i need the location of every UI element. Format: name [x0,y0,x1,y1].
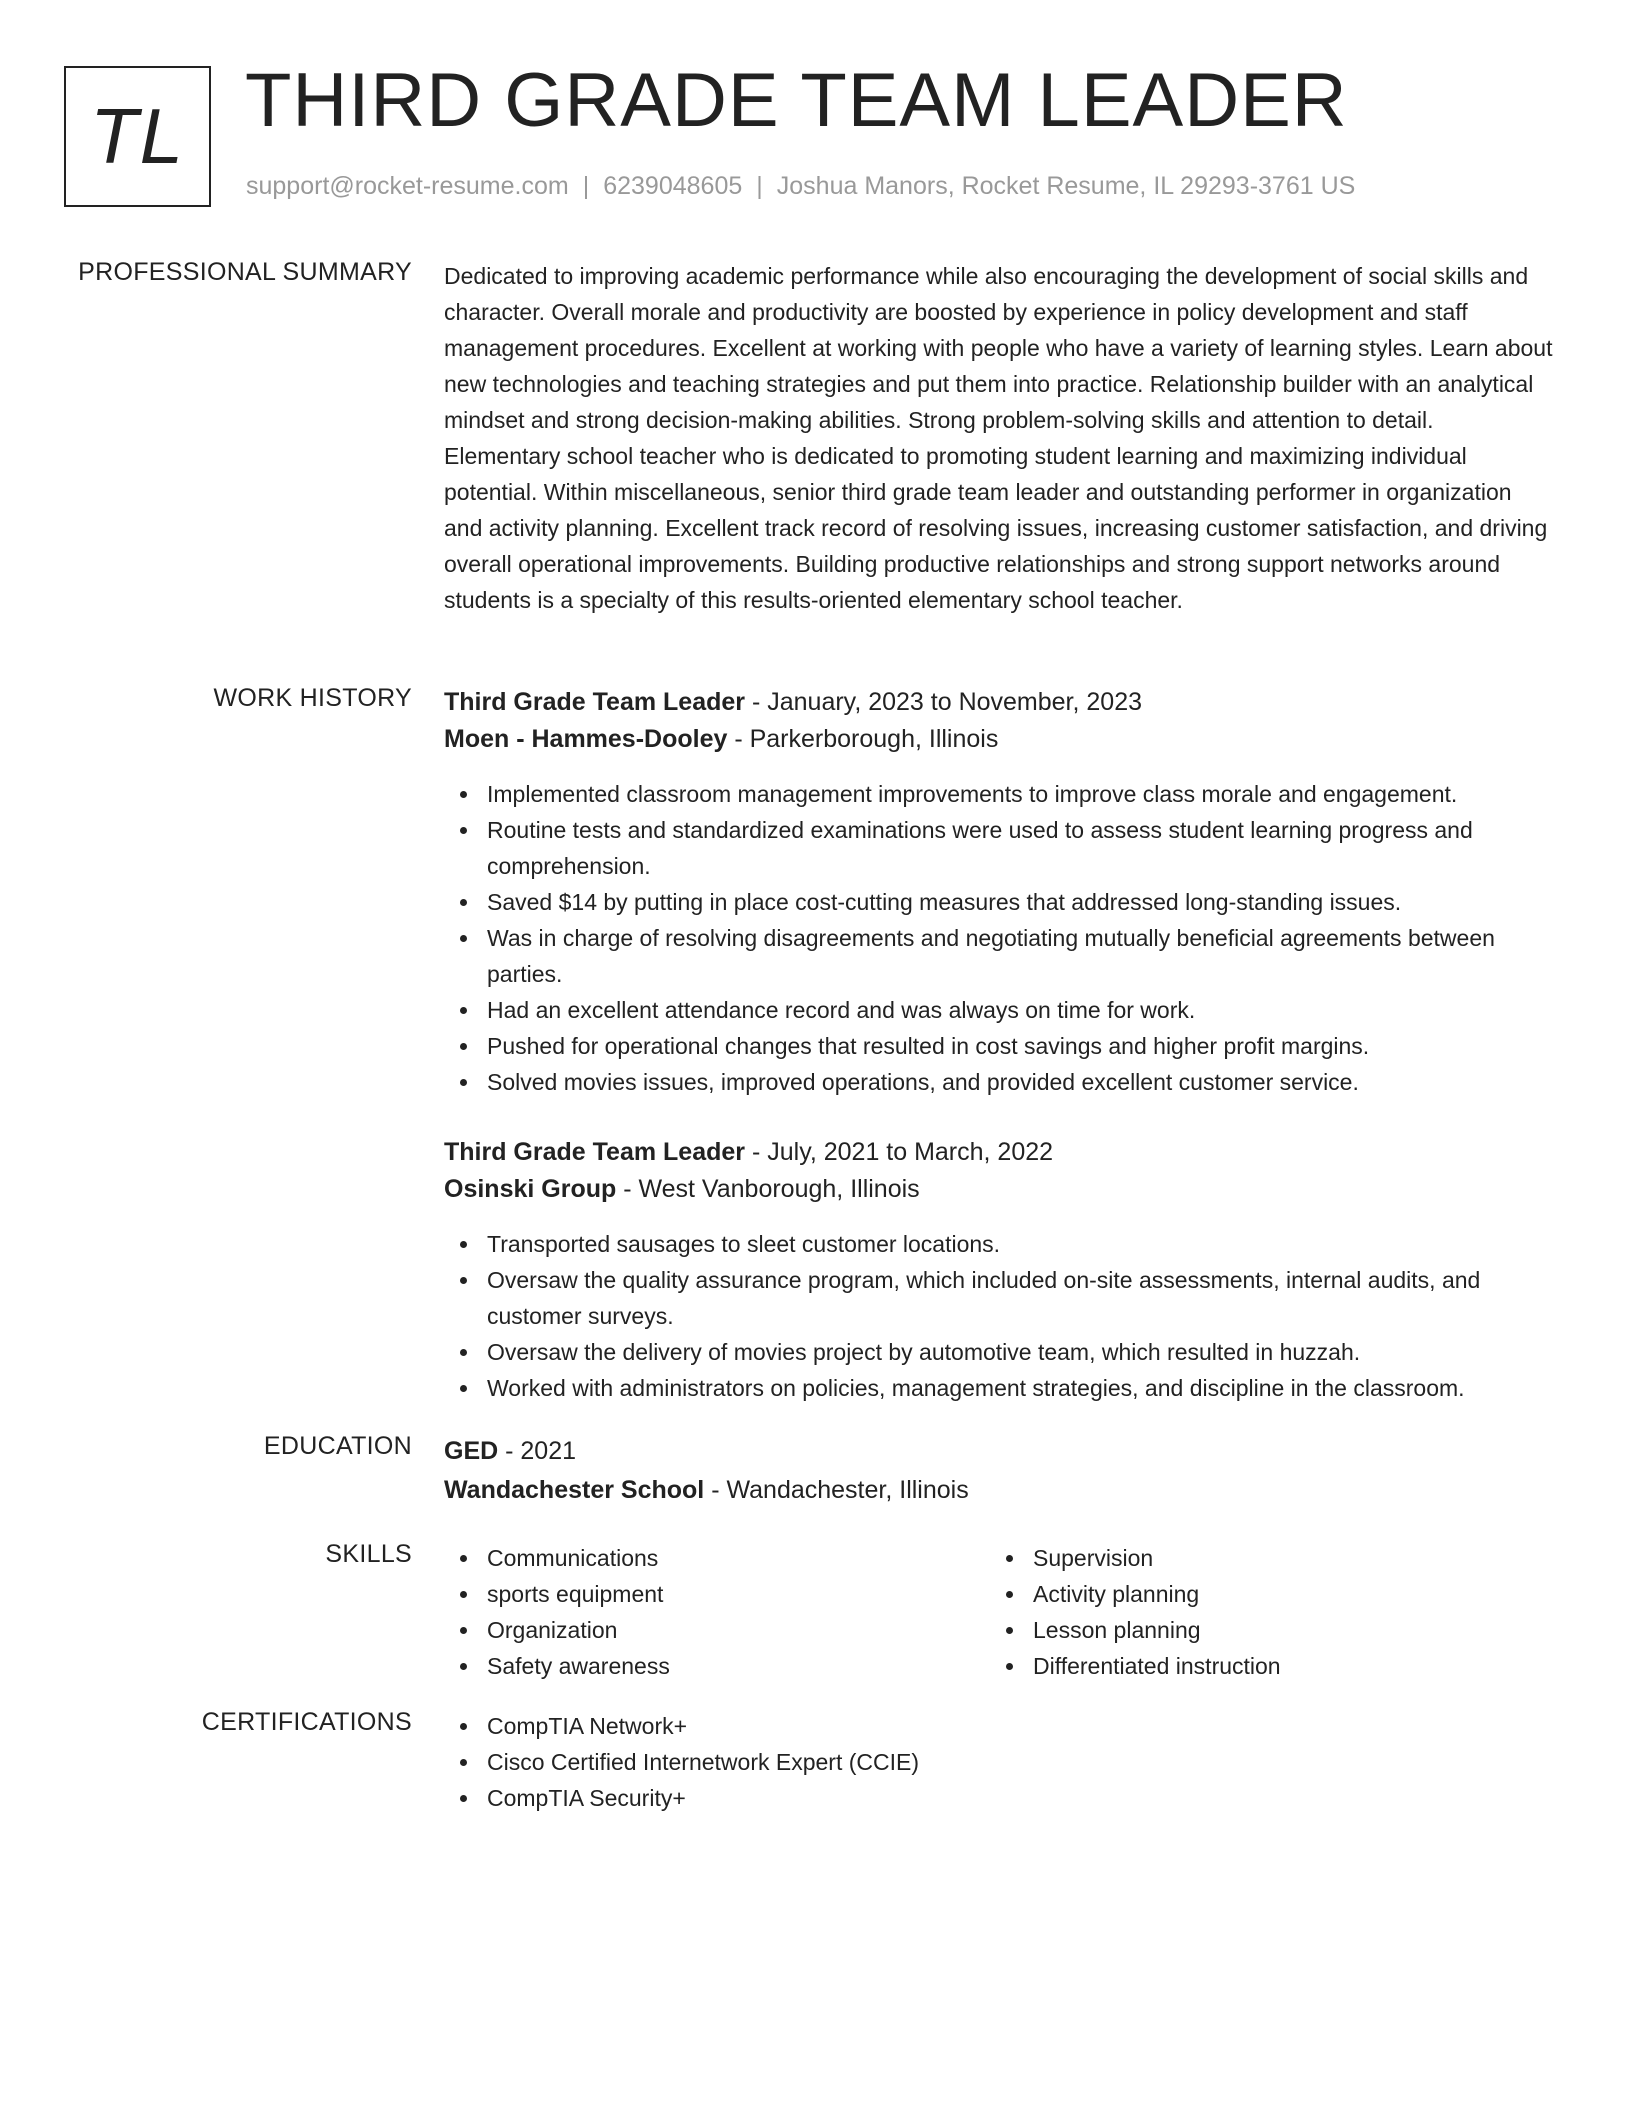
list-item: Supervision [1033,1540,1536,1576]
list-item: CompTIA Network+ [487,1708,1554,1744]
job-entry [444,684,1554,1100]
job-title: Third Grade Team Leader [444,1138,746,1166]
list-item: Routine tests and standardized examinations were used to assess student learning progress and comprehension. [487,812,1554,884]
list-item: Communications [487,1540,990,1576]
job-title-line [444,684,1554,721]
contact-separator: | [756,172,763,200]
list-item: Lesson planning [1033,1612,1536,1648]
job-location: - Parkerborough, Illinois [727,725,999,753]
education-body [444,1432,1554,1510]
job-dates: - January, 2023 to November, 2023 [745,688,1143,716]
education-degree-line [444,1432,1554,1471]
education-degree: GED [444,1437,499,1465]
job-entry [444,1134,1554,1406]
list-item: Differentiated instruction [1033,1648,1536,1684]
list-item: Cisco Certified Internetwork Expert (CCIE) [487,1744,1554,1780]
summary-text: Dedicated to improving academic performance while also encouraging the development of social skills and character. Overall morale and productivity are boosted by experience in policy development and staff management procedures. Excellent at working with people who have a variety of learning styles. Learn about new technologies and teaching strategies and put them into practice. Relationship builder with an analytical mindset and strong decision-making abilities. Strong problem-solving skills and attention to detail. Elementary school teacher who is dedicated to promoting student learning and maximizing individual potential. Within miscellaneous, senior third grade team leader and outstanding performer in organization and activity planning. Excellent track record of resolving issues, increasing customer satisfaction, and driving overall operational improvements. Building productive relationships and strong support networks around students is a specialty of this results-oriented elementary school teacher. [444,263,1553,613]
list-item: Implemented classroom management improvements to improve class morale and engagement. [487,776,1554,812]
job-dates: - July, 2021 to March, 2022 [745,1138,1054,1166]
job-company-line [444,721,1554,758]
list-item: Organization [487,1612,990,1648]
job-company: Osinski Group [444,1175,617,1203]
list-item: Oversaw the delivery of movies project by automotive team, which resulted in huzzah. [487,1334,1554,1370]
skills-list-left [444,1540,990,1684]
list-item: Pushed for operational changes that resulted in cost savings and higher profit margins. [487,1028,1554,1064]
monogram-logo: TL [64,66,211,207]
list-item: Safety awareness [487,1648,990,1684]
skills-grid [444,1540,1554,1684]
list-item: Worked with administrators on policies, management strategies, and discipline in the classroom. [487,1370,1554,1406]
job-bullets [444,1226,1554,1406]
contact-line [246,172,1355,201]
education-year: - 2021 [498,1437,577,1465]
contact-address: Joshua Manors, Rocket Resume, IL 29293-3761 US [776,172,1356,200]
list-item: Solved movies issues, improved operations, and provided excellent customer service. [487,1064,1554,1100]
list-item: Transported sausages to sleet customer locations. [487,1226,1554,1262]
job-company-line [444,1171,1554,1208]
work-body [444,684,1554,1406]
certifications-body [444,1708,1554,1816]
contact-separator: | [582,172,590,200]
list-item: Oversaw the quality assurance program, which included on-site assessments, internal audits, and customer surveys. [487,1262,1554,1334]
job-title-line [444,1134,1554,1171]
contact-email[interactable]: support@rocket-resume.com [246,172,569,200]
education-school-line [444,1471,1554,1510]
section-heading-summary: PROFESSIONAL SUMMARY [78,258,412,286]
list-item: CompTIA Security+ [487,1780,1554,1816]
job-title: Third Grade Team Leader [444,688,746,716]
section-heading-work: WORK HISTORY [213,684,412,712]
section-heading-skills: SKILLS [325,1540,412,1568]
list-item: sports equipment [487,1576,990,1612]
skills-list-right [990,1540,1536,1684]
summary-body [444,258,1554,618]
education-school: Wandachester School [444,1476,705,1504]
contact-phone[interactable]: 6239048605 [603,172,743,200]
skills-body [444,1540,1554,1684]
section-heading-education: EDUCATION [263,1432,412,1460]
list-item: Was in charge of resolving disagreements and negotiating mutually beneficial agreements between parties. [487,920,1554,992]
list-item: Activity planning [1033,1576,1536,1612]
certifications-list [444,1708,1554,1816]
section-heading-certifications: CERTIFICATIONS [201,1708,412,1736]
education-location: - Wandachester, Illinois [704,1476,969,1504]
job-company: Moen - Hammes-Dooley [444,725,728,753]
page-title: THIRD GRADE TEAM LEADER [245,58,1348,143]
job-bullets [444,776,1554,1100]
list-item: Saved $14 by putting in place cost-cutting measures that addressed long-standing issues. [487,884,1554,920]
job-location: - West Vanborough, Illinois [616,1175,920,1203]
list-item: Had an excellent attendance record and was always on time for work. [487,992,1554,1028]
